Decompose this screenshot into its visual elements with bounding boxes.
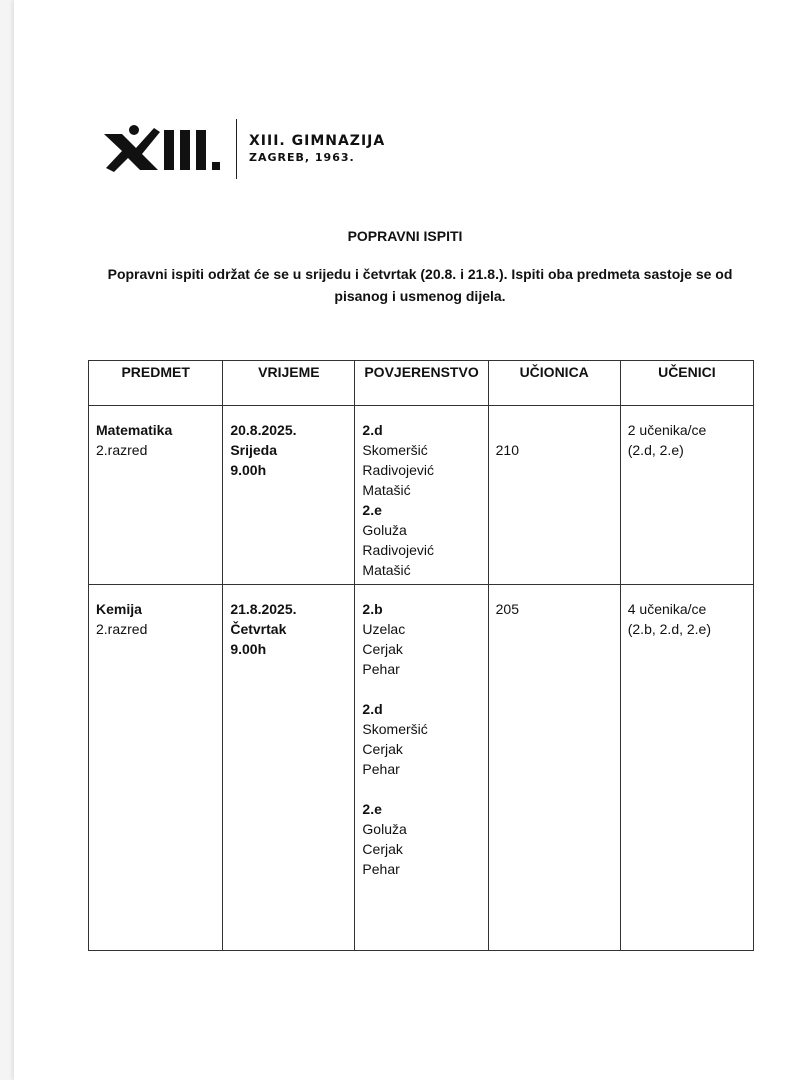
committee-member: Skomeršić	[362, 442, 428, 458]
students-count: 2 učenika/ce	[627, 422, 707, 438]
exam-time: 9.00h	[230, 462, 267, 478]
committee-member: Cerjak	[362, 841, 403, 857]
exam-date: 20.8.2025.	[230, 422, 297, 438]
school-logo	[102, 118, 385, 180]
committee-member: Pehar	[362, 661, 400, 677]
school-logo-mark-icon	[102, 124, 228, 174]
header-ucionica: UČIONICA	[488, 361, 620, 406]
school-city: ZAGREB, 1963.	[249, 150, 355, 164]
document-intro: Popravni ispiti održat će se u srijedu i četvrtak (20.8. i 21.8.). Ispiti oba predmeta sastoje se od pisanog i usmenog dijela.	[107, 266, 733, 304]
committee-member: Radivojević	[362, 542, 435, 558]
subject-grade: 2.razred	[96, 621, 148, 637]
time-cell	[223, 406, 355, 585]
logo-divider	[236, 119, 237, 179]
committee-member: Skomeršić	[362, 721, 428, 737]
students-classes: (2.b, 2.d, 2.e)	[627, 621, 712, 637]
committee-class: 2.e	[362, 801, 382, 817]
room-number: 205	[495, 601, 519, 617]
students-classes: (2.d, 2.e)	[627, 442, 684, 458]
committee-class: 2.b	[362, 601, 383, 617]
committee-class: 2.e	[362, 502, 382, 518]
students-cell	[620, 585, 753, 951]
committee-member: Pehar	[362, 861, 400, 877]
exam-date: 21.8.2025.	[230, 601, 297, 617]
time-cell	[223, 585, 355, 951]
table-row	[89, 585, 754, 951]
room-cell	[488, 406, 620, 585]
subject-cell	[89, 585, 223, 951]
students-count: 4 učenika/ce	[627, 601, 707, 617]
header-predmet: PREDMET	[89, 361, 223, 406]
subject-name: Kemija	[96, 601, 142, 617]
committee-member: Pehar	[362, 761, 400, 777]
committee-member: Radivojević	[362, 462, 435, 478]
subject-cell	[89, 406, 223, 585]
committee-member: Goluža	[362, 522, 407, 538]
room-number: 210	[495, 442, 519, 458]
logo-text	[249, 133, 385, 166]
room-cell	[488, 585, 620, 951]
committee-member: Uzelac	[362, 621, 406, 637]
committee-class: 2.d	[362, 701, 383, 717]
exam-time: 9.00h	[230, 641, 267, 657]
committee-member: Matašić	[362, 482, 411, 498]
committee-member: Goluža	[362, 821, 407, 837]
table-header-row	[89, 361, 754, 406]
committee-cell	[355, 585, 488, 951]
exam-schedule-table	[88, 360, 754, 951]
subject-name: Matematika	[96, 422, 173, 438]
committee-cell	[355, 406, 488, 585]
committee-member: Matašić	[362, 562, 411, 578]
table-row	[89, 406, 754, 585]
document-title: POPRAVNI ISPITI	[347, 228, 463, 244]
committee-class: 2.d	[362, 422, 383, 438]
school-name: XIII. GIMNAZIJA	[249, 132, 386, 149]
header-povjerenstvo: POVJERENSTVO	[355, 361, 488, 406]
header-vrijeme: VRIJEME	[223, 361, 355, 406]
committee-member: Cerjak	[362, 741, 403, 757]
header-ucenici: UČENICI	[620, 361, 753, 406]
committee-member: Cerjak	[362, 641, 403, 657]
exam-day: Srijeda	[230, 442, 278, 458]
students-cell	[620, 406, 753, 585]
exam-day: Četvrtak	[230, 621, 287, 637]
subject-grade: 2.razred	[96, 442, 148, 458]
